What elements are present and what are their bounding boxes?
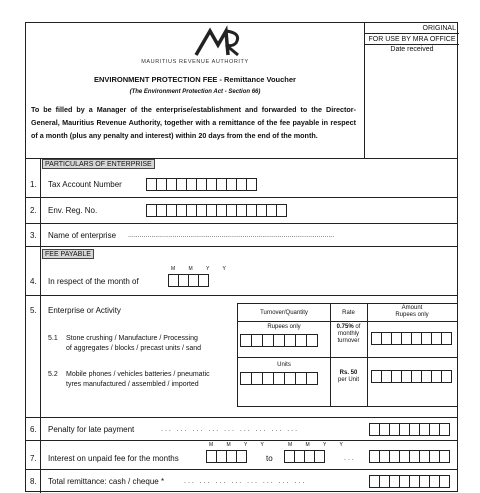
interest-amount-input[interactable] [369,450,449,463]
voucher-form [25,22,458,492]
rate-header: Rate [342,310,355,316]
instructions: To be filled by a Manager of the enterprise/establishment and forwarded to the Director-General, Mauritius Revenue Authority, together with a remittance of the fee payable in respect of a month (plus any penalty and interest) within 20 days from the end of the month. [31,105,356,140]
particulars-section-label: PARTICULARS OF ENTERPRISE [42,159,155,169]
table-column-divider [330,304,331,406]
activity-5-1-line1: Stone crushing / Manufacture / Processing [66,335,198,342]
mra-logo-icon [188,27,248,57]
units-label: Units [277,362,291,368]
divider [26,223,457,224]
office-use-box [364,23,459,158]
tax-account-label: Tax Account Number [48,180,122,189]
env-reg-label: Env. Reg. No. [48,206,98,215]
for-use-label: FOR USE BY MRA OFFICE [365,34,459,45]
turnover-input[interactable] [240,334,317,347]
amount-header: Amount [401,305,423,311]
item-number: 5.1 [48,335,58,342]
divider [26,246,457,247]
units-input[interactable] [240,372,317,385]
interest-label: Interest on unpaid fee for the months [48,454,179,463]
form-subtitle: (The Environment Protection Act - Section 66) [129,89,261,95]
penalty-input[interactable] [369,423,449,436]
enterprise-name-field[interactable]: .......................................................................................................... [128,232,335,239]
authority-name: MAURITIUS REVENUE AUTHORITY [141,59,249,65]
original-label: ORIGINAL [365,23,459,34]
numbering-column-line [40,158,41,493]
amount1-input[interactable] [371,332,451,345]
item-number: 1. [30,180,37,189]
divider [26,417,457,418]
table-row-divider [238,357,457,358]
item-number: 2. [30,206,37,215]
item-number: 4. [30,277,37,286]
penalty-leader: ... ... ... ... ... ... ... ... ... [161,426,300,433]
divider [26,440,457,441]
from-format-hint: M M Y Y [209,442,270,448]
fee-payable-section-label: FEE PAYABLE [42,249,94,259]
interest-leader: ... [344,455,356,462]
interest-to-input[interactable] [284,450,324,463]
turnover-header: Turnover/Quantity [260,310,308,316]
tax-account-input[interactable] [146,178,256,191]
amount2-input[interactable] [371,370,451,383]
month-label: In respect of the month of [48,277,139,286]
env-reg-input[interactable] [146,204,286,217]
item-number: 3. [30,231,37,240]
rupees-only-label: Rupees only [267,324,301,330]
rate1-cell: 0.75% of monthly turnover [336,324,361,344]
activity-5-2-line1: Mobile phones / vehicles batteries / pneumatic [66,371,210,378]
item-number: 5.2 [48,371,58,378]
rate2-cell: Rs. 50 per Unit [337,370,359,383]
form-title: ENVIRONMENT PROTECTION FEE - Remittance Voucher [94,75,296,84]
activity-5-2-line2: tyres manufactured / assembled / imported [66,381,199,388]
enterprise-name-label: Name of enterprise [48,231,117,240]
date-received-label: Date received [390,46,434,53]
table-column-divider [367,304,368,406]
item-number: 7. [30,454,37,463]
penalty-label: Penalty for late payment [48,425,135,434]
item-number: 8. [30,477,37,486]
total-leader: ... ... ... ... ... ... ... ... [184,478,307,485]
amount-subheader: Rupees only [395,312,429,318]
divider [26,295,457,296]
item-number: 6. [30,425,37,434]
activity-label: Enterprise or Activity [48,306,121,315]
table-header-divider [238,321,457,322]
month-input[interactable] [168,274,208,287]
item-number: 5. [30,306,37,315]
divider [26,197,457,198]
to-label: to [266,454,273,463]
interest-from-input[interactable] [206,450,246,463]
to-format-hint: M M Y Y [288,442,349,448]
divider [26,469,457,470]
month-format-hint: M M Y Y [171,266,232,272]
fee-table [237,303,458,407]
activity-5-1-line2: of aggregates / blocks / precast units / sand [66,345,202,352]
total-remittance-label: Total remittance: cash / cheque * [48,477,165,486]
total-amount-input[interactable] [369,475,449,488]
